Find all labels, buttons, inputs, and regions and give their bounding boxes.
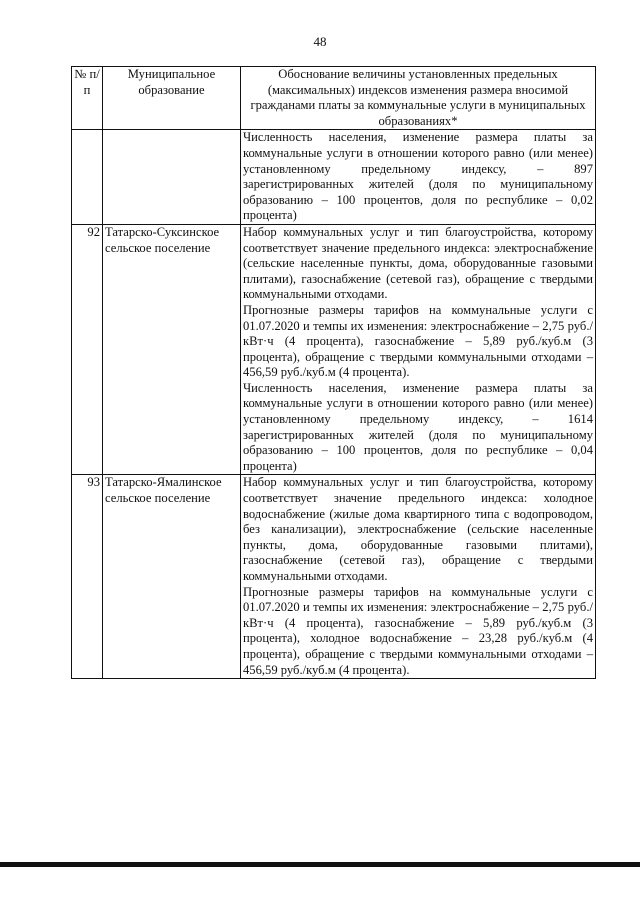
paragraph: Прогнозные размеры тарифов на коммунальные услуги с 01.07.2020 и темпы их изменения: электроснабжение – 2,75 руб./кВт·ч (4 процента), газоснабжение – 5,89 руб./куб.м (3 процента), холодное водоснабжение – 23,28 руб./куб.м (4 процента), обращение с твердыми коммунальными отходами – 456,59 руб./куб.м (4 процента). (243, 584, 593, 677)
cell-justification (241, 224, 596, 475)
page-number: 48 (313, 34, 327, 49)
cell-municipality (103, 130, 241, 225)
table-row (72, 475, 596, 679)
cell-municipality: Татарско-Суксинское сельское поселение (103, 224, 241, 475)
paragraph: Численность населения, изменение размера платы за коммунальные услуги в отношении которого равно (или менее) установленному предельному индексу, – 897 зарегистрированных жителей (доля по муниципальному образованию – 100 процентов, доля по республике – 0,02 процента) (243, 130, 593, 223)
paragraph: Численность населения, изменение размера платы за коммунальные услуги в отношении которого равно (или менее) установленному предельному индексу, – 1614 зарегистрированных жителей (доля по муниципальному образованию – 100 процентов, доля по республике – 0,04 процента) (243, 380, 593, 473)
paragraph: Набор коммунальных услуг и тип благоустройства, которому соответствует значение предельного индекса: холодное водоснабжение (жилые дома квартирного типа с водопроводом, без канализации), электроснабжение (сельские населенные пункты, дома, оборудованные газовыми плитами), газоснабжение (сетевой газ), обращение с твердыми коммунальными отходами. (243, 475, 593, 583)
cell-num: 92 (72, 224, 103, 475)
table-row (72, 224, 596, 475)
cell-justification (241, 475, 596, 679)
cell-municipality: Татарско-Ямалинское сельское поселение (103, 475, 241, 679)
paragraph: Набор коммунальных услуг и тип благоустройства, которому соответствует значение предельного индекса: электроснабжение (сельские населенные пункты, дома, оборудованные газовыми плитами), газоснабжение (сетевой газ), обращение с твердыми коммунальными отходами. (243, 224, 593, 302)
paragraph: Прогнозные размеры тарифов на коммунальные услуги с 01.07.2020 и темпы их изменения: электроснабжение – 2,75 руб./кВт·ч (4 процента), газоснабжение – 5,89 руб./куб.м (3 процента), обращение с твердыми коммунальными отходами – 456,59 руб./куб.м (4 процента). (243, 302, 593, 380)
cell-justification (241, 130, 596, 225)
header-num: № п/п (72, 67, 103, 130)
header-municipality: Муниципальное образование (103, 67, 241, 130)
indices-table (71, 66, 596, 679)
header-justification: Обоснование величины установленных предельных (максимальных) индексов изменения размера вносимой гражданами платы за коммунальные услуги в муниципальных образованиях* (241, 67, 596, 130)
cell-num (72, 130, 103, 225)
table-header-row (72, 67, 596, 130)
cell-num: 93 (72, 475, 103, 679)
scan-edge-bar (0, 862, 640, 867)
table-row-continued (72, 130, 596, 225)
